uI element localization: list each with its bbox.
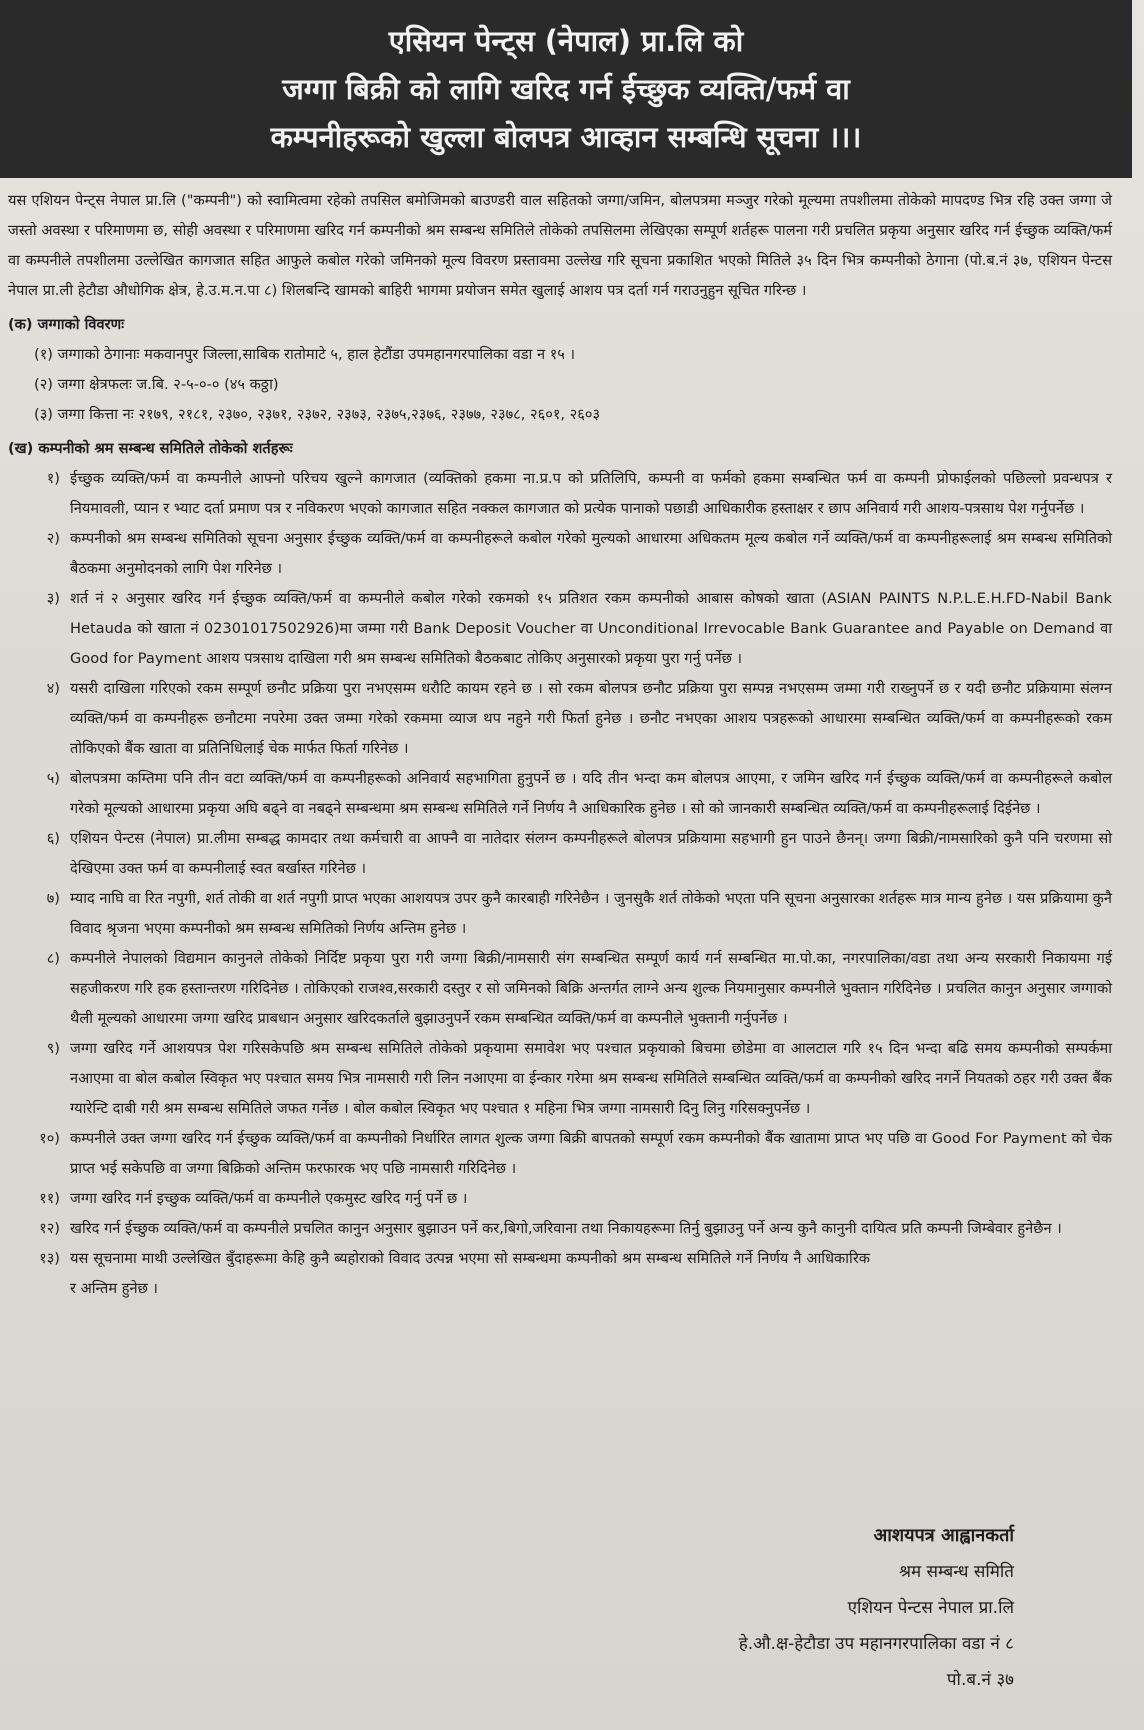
term-number: ३) bbox=[46, 590, 60, 607]
term-text: यसरी दाखिला गरिएको रकम सम्पूर्ण छनौट प्रक्रिया पुरा नभएसम्म धरौटि कायम रहने छ । सो रकम बोलपत्र छनौट प्रक्रिया पुरा सम्पन्न नभएसम्म जम्मा गरी राख्नुपर्ने छ र यदी छनौट प्रक्रियामा संलग्न व्यक्ति/फर्म वा कम्पनीहरू छनौटमा नपरेमा उक्त जम्मा गरेको रकममा व्याज थप नहुने गरी फिर्ता हुनेछ । छनौट नभएका आशय पत्रहरूको आधारमा सम्बन्धित व्यक्ति/फर्म वा कम्पनीहरूको रकम तोकिएको बैंक खाता वा प्रतिनिधिलाई चेक मार्फत फिर्ता गरिनेछ । bbox=[70, 680, 1112, 757]
term-number: ९) bbox=[46, 1040, 60, 1057]
term-item bbox=[8, 1124, 1112, 1184]
notice-header-banner bbox=[0, 0, 1132, 178]
signature-block bbox=[739, 1518, 1014, 1698]
land-detail-item: (३) जग्गा कित्ता नः २१७९, २१८१, २३७०, २३७१, २३७२, २३७३, २३७५,२३७६, २३७७, २३७८, २६०१, २६०३ bbox=[34, 406, 601, 423]
land-details-list bbox=[8, 340, 1112, 430]
term-item bbox=[8, 1184, 1112, 1214]
land-details-heading: (क) जग्गाको विवरणः bbox=[8, 316, 125, 333]
term-number: २) bbox=[46, 530, 60, 547]
term-item bbox=[8, 1244, 1112, 1304]
term-number: १) bbox=[46, 470, 60, 487]
term-text: कम्पनीले उक्त जग्गा खरिद गर्न ईच्छुक व्यक्ति/फर्म वा कम्पनीको निर्धारित लागत शुल्क जग्गा बिक्री बापतको सम्पूर्ण रकम कम्पनीको बैंक खातामा प्राप्त भए पछि वा Good For Payment को चेक प्राप्त भई सकेपछि वा जग्गा बिक्रिको अन्तिम फरफारक भए पछि नामसारी गरिदिनेछ । bbox=[70, 1130, 1112, 1177]
signature-company: एशियन पेन्टस नेपाल प्रा.लि bbox=[847, 1598, 1014, 1618]
header-line-3: कम्पनीहरूको खुल्ला बोलपत्र आव्हान सम्बन्धि सूचना ।।। bbox=[270, 120, 862, 154]
term-text: जग्गा खरिद गर्न इच्छुक व्यक्ति/फर्म वा कम्पनीले एकमुस्ट खरिद गर्नु पर्ने छ । bbox=[70, 1190, 468, 1207]
signature-address: हे.औ.क्ष-हेटौडा उप महानगरपालिका वडा नं ८ bbox=[738, 1634, 1014, 1654]
term-item bbox=[8, 464, 1112, 524]
header-line-2: जग्गा बिक्री को लागि खरिद गर्न ईच्छुक व्यक्ति/फर्म वा bbox=[282, 72, 850, 106]
term-number: १०) bbox=[39, 1130, 60, 1147]
term-number: ७) bbox=[46, 890, 60, 907]
term-number: ६) bbox=[46, 830, 60, 847]
term-number: ४) bbox=[46, 680, 60, 697]
term-text: कम्पनीको श्रम सम्बन्ध समितिको सूचना अनुसार ईच्छुक व्यक्ति/फर्म वा कम्पनीहरूले कबोल गरेको मुल्यको आधारमा अधिकतम मूल्य कबोल गर्ने व्यक्ति/फर्म वा कम्पनीहरूलाई श्रम सम्बन्ध समितिको बैठकमा अनुमोदनको लागि पेश गरिनेछ । bbox=[70, 530, 1112, 577]
term-item bbox=[8, 524, 1112, 584]
term-text: म्याद नाघि वा रित नपुगी, शर्त तोकी वा शर्त नपुगी प्राप्त भएका आशयपत्र उपर कुनै कारबाही गरिनेछैन । जुनसुकै शर्त तोकेको भएता पनि सूचना अनुसारका शर्तहरू मात्र मान्य हुनेछ । यस प्रक्रियामा कुनै विवाद श्रृजना भएमा कम्पनीको श्रम सम्बन्ध समितिको निर्णय अन्तिम हुनेछ । bbox=[70, 890, 1112, 937]
term-text: कम्पनीले नेपालको विद्यमान कानुनले तोकेको निर्दिष्ट प्रकृया पुरा गरी जग्गा बिक्री/नामसारी संग सम्बन्धित सम्पूर्ण कार्य गर्न सम्बन्धित मा.पो.का, नगरपालिका/वडा तथा अन्य सरकारी निकायमा गई सहजीकरण गरि हक हस्तान्तरण गरिदिनेछ । तोकिएको राजश्व,सरकारी दस्तुर र सो जमिनको बिक्रि अन्तर्गत लाग्ने अन्य शुल्क नियमानुसार कम्पनीले भुक्तान गरिदिनेछ । प्रचलित कानुन अनुसार जग्गाको थैली मूल्यको आधारमा जग्गा खरिद प्राबधान अनुसार खरिदकर्ताले बुझाउनुपर्ने रकम सम्बन्धित व्यक्ति/फर्म वा कम्पनीले भुक्तानी गर्नुपर्नेछ । bbox=[70, 950, 1113, 1027]
term-number: ११) bbox=[39, 1190, 60, 1207]
term-text: एशियन पेन्टस (नेपाल) प्रा.लीमा सम्बद्ध कामदार तथा कर्मचारी वा आफ्नै वा नातेदार संलग्न कम्पनीहरूले बोलपत्र प्रक्रियामा सहभागी हुन पाउने छैनन्। जग्गा बिक्री/नामसारिको कुनै पनि चरणमा सो देखिएमा उक्त फर्म वा कम्पनीलाई स्वत बर्खास्त गरिनेछ । bbox=[70, 830, 1112, 877]
term-text: बोलपत्रमा कम्तिमा पनि तीन वटा व्यक्ति/फर्म वा कम्पनीहरूको अनिवार्य सहभागिता हुनुपर्ने छ । यदि तीन भन्दा कम बोलपत्र आएमा, र जमिन खरिद गर्न ईच्छुक व्यक्ति/फर्म वा कम्पनीहरूले कबोल गरेको मूल्यको आधारमा प्रकृया अघि बढ्ने वा नबढ्ने सम्बन्धमा श्रम सम्बन्ध समितिले गर्ने निर्णय नै आधिकारिक हुनेछ । सो को जानकारी सम्बन्धित व्यक्ति/फर्म वा कम्पनीहरूलाई दिईनेछ । bbox=[70, 770, 1112, 817]
term-text: यस सूचनामा माथी उल्लेखित बुँदाहरूमा केहि कुनै ब्यहोराको विवाद उत्पन्न भएमा सो सम्बन्धमा कम्पनीको श्रम सम्बन्ध समितिले गर्ने निर्णय नै आधिकारिक र अन्तिम हुनेछ । bbox=[70, 1250, 870, 1297]
term-item bbox=[8, 884, 1112, 944]
term-item bbox=[8, 1214, 1112, 1244]
notice-body bbox=[8, 186, 1112, 1304]
term-item bbox=[8, 584, 1112, 674]
signature-title: आशयपत्र आह्वानकर्ता bbox=[873, 1525, 1014, 1546]
term-number: १३) bbox=[39, 1250, 60, 1267]
term-item bbox=[8, 674, 1112, 764]
term-text: खरिद गर्न ईच्छुक व्यक्ति/फर्म वा कम्पनीले प्रचलित कानुन अनुसार बुझाउन पर्ने कर,बिगो,जरिवाना तथा निकायहरूमा तिर्नु बुझाउनु पर्ने अन्य कुनै कानुनी दायित्व प्रति कम्पनी जिम्बेवार हुनेछैन । bbox=[70, 1220, 1062, 1237]
term-number: ८) bbox=[46, 950, 60, 967]
term-item bbox=[8, 824, 1112, 884]
land-detail-item: (१) जग्गाको ठेगानाः मकवानपुर जिल्ला,साबिक रातोमाटे ५, हाल हेटौंडा उपमहानगरपालिका वडा न १५ । bbox=[34, 346, 576, 363]
header-line-1: एसियन पेन्ट्स (नेपाल) प्रा.लि को bbox=[388, 24, 744, 58]
term-text: शर्त नं २ अनुसार खरिद गर्न ईच्छुक व्यक्ति/फर्म वा कम्पनीले कबोल गरेको रकमको १५ प्रतिशत रकम कम्पनीको आबास कोषको खाता (ASIAN PAINTS N.P.L.E.H.FD-Nabil Bank Hetauda को खाता नं 02301017502926)मा जम्मा गरी Bank Deposit Voucher वा Unconditional Irrevocable Bank Guarantee and Payable on Demand वा Good for Payment आशय पत्रसाथ दाखिला गरी श्रम सम्बन्ध समितिको बैठकबाट तोकिए अनुसारको प्रकृया पुरा गर्नु पर्नेछ । bbox=[70, 590, 1112, 667]
terms-list bbox=[8, 464, 1112, 1304]
term-item bbox=[8, 764, 1112, 824]
term-item bbox=[8, 1034, 1112, 1124]
terms-heading: (ख) कम्पनीको श्रम सम्बन्ध समितिले तोकेको शर्तहरूः bbox=[8, 440, 293, 457]
term-item bbox=[8, 944, 1112, 1034]
land-detail-item: (२) जग्गा क्षेत्रफलः ज.बि. २-५-०-० (४५ कठ्ठा) bbox=[34, 376, 279, 393]
intro-paragraph: यस एशियन पेन्ट्स नेपाल प्रा.लि ("कम्पनी") को स्वामित्वमा रहेको तपसिल बमोजिमको बाउण्डरी वाल सहितको जग्गा/जमिन, बोलपत्रमा मञ्जुर गरेको मूल्यमा तपशीलमा तोकेको मापदण्ड भित्र रहि उक्त जग्गा जे जस्तो अवस्था र परिमाणमा छ, सोही अवस्था र परिमाणमा खरिद गर्न कम्पनीको श्रम सम्बन्ध समितिले तोकेको तपसिलमा लेखिएका सम्पूर्ण शर्तहरू पालना गरी प्रचलित प्रकृया अनुसार खरिद गर्न ईच्छुक व्यक्ति/फर्म वा कम्पनीले तपशीलमा उल्लेखित कागजात सहित आफुले कबोल गरेको जमिनको मूल्य विवरण प्रस्तावमा उल्लेख गरि सूचना प्रकाशित भएको मितिले ३५ दिन भित्र कम्पनीको ठेगाना (पो.ब.नं ३७, एशियन पेन्टस नेपाल प्रा.ली हेटौडा औधोगिक क्षेत्र, हे.उ.म.न.पा ८) शिलबन्दि खामको बाहिरी भागमा प्रयोजन समेत खुलाई आशय पत्र दर्ता गर्न गराउनुहुन सूचित गरिन्छ । bbox=[8, 192, 1112, 299]
term-number: ५) bbox=[46, 770, 60, 787]
signature-po-box: पो.ब.नं ३७ bbox=[946, 1670, 1014, 1690]
term-text: जग्गा खरिद गर्ने आशयपत्र पेश गरिसकेपछि श्रम सम्बन्ध समितिले तोकेको प्रकृयामा समावेश भए पश्चात प्रकृयाको बिचमा छोडेमा वा आलटाल गरि १५ दिन भन्दा बढि समय कम्पनीको सम्पर्कमा नआएमा वा बोल कबोल स्विकृत भए पश्चात समय भित्र नामसारी गरी लिन नआएमा वा ईन्कार गरेमा श्रम सम्बन्ध समितिले सम्बन्धित व्यक्ति/फर्म वा कम्पनीको खरिद नगर्ने नियतको ठहर गरी उक्त बैंक ग्यारेन्टि दाबी गरी श्रम सम्बन्ध समितिले जफत गर्नेछ । बोल कबोल स्विकृत भए पश्चात १ महिना भित्र जग्गा नामसारी दिनु लिनु गरिसक्नुपर्नेछ । bbox=[70, 1040, 1112, 1117]
term-number: १२) bbox=[39, 1220, 60, 1237]
term-text: ईच्छुक व्यक्ति/फर्म वा कम्पनीले आफ्नो परिचय खुल्ने कागजात (व्यक्तिको हकमा ना.प्र.प को प्रतिलिपि, कम्पनी वा फर्मको हकमा सम्बन्धित फर्म वा कम्पनी प्रोफाईलको पछिल्लो प्रवन्धपत्र र नियमावली, प्यान र भ्याट दर्ता प्रमाण पत्र र नविकरण भएको कागजात सहित नक्कल कागजात को प्रत्येक पानाको पछाडी आधिकारीक हस्ताक्षर र छाप अनिवार्य गरी आशय-पत्रसाथ पेश गर्नुपर्नेछ । bbox=[70, 470, 1112, 517]
signature-committee: श्रम सम्बन्ध समिति bbox=[898, 1562, 1014, 1582]
